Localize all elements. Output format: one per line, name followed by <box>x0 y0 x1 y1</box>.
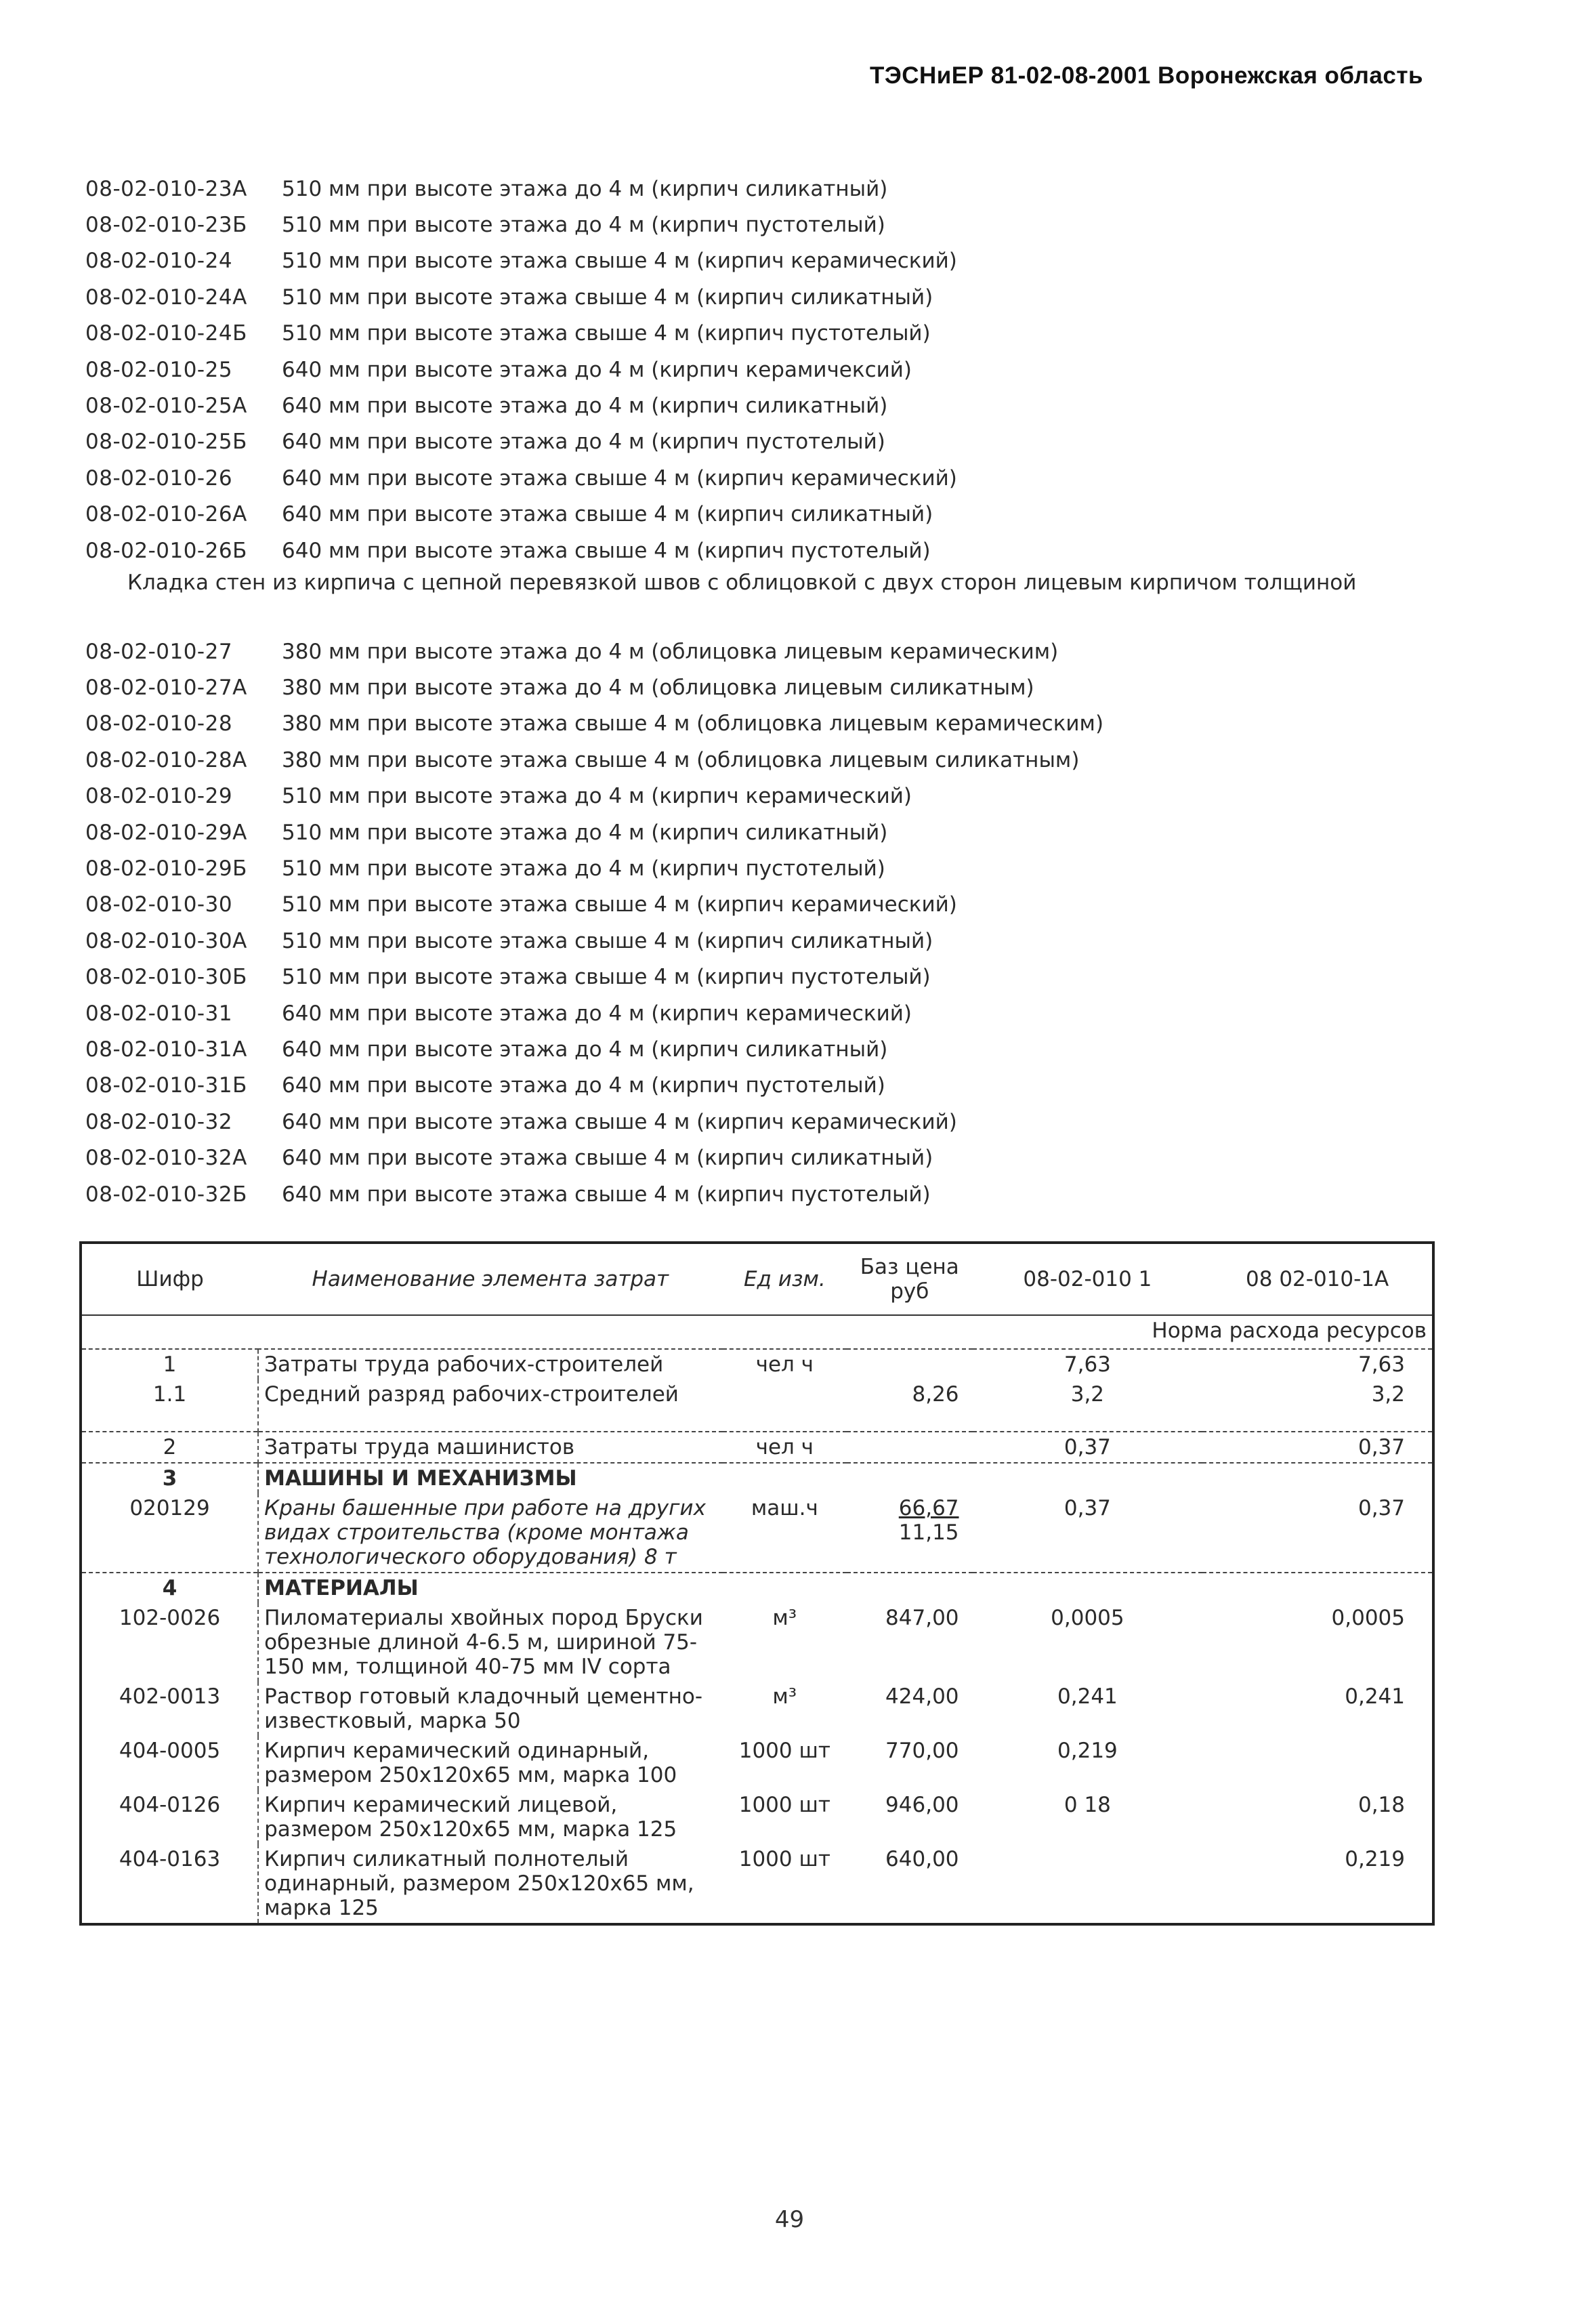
item-description: 640 мм при высоте этажа до 4 м (кирпич силикатный) <box>282 1037 888 1062</box>
row-code: 404-0005 <box>119 1739 221 1763</box>
row-value-a <box>973 1463 1203 1493</box>
item-description: 510 мм при высоте этажа до 4 м (кирпич керамический) <box>282 784 912 809</box>
item-description: 640 мм при высоте этажа до 4 м (кирпич пустотелый) <box>282 1073 885 1098</box>
section-title: МАШИНЫ И МЕХАНИЗМЫ <box>258 1463 722 1493</box>
table-header-row <box>81 1243 1433 1315</box>
code-list-item <box>85 460 1440 496</box>
header-col-a: 08-02-010 1 <box>973 1243 1203 1315</box>
norm-label: Норма расхода ресурсов <box>81 1315 1433 1349</box>
item-code: 08-02-010-23Б <box>85 213 247 238</box>
table-row <box>81 1736 1433 1790</box>
code-list-item <box>85 497 1440 533</box>
code-list-item <box>85 424 1440 460</box>
row-value-b <box>1202 1573 1433 1603</box>
code-list-item <box>85 995 1440 1031</box>
header-col-b: 08 02-010-1А <box>1202 1243 1433 1315</box>
header-price <box>847 1243 972 1315</box>
item-code: 08-02-010-29 <box>85 784 233 809</box>
item-code: 08-02-010-29Б <box>85 856 247 881</box>
item-description: 510 мм при высоте этажа до 4 м (кирпич силикатный) <box>282 176 888 201</box>
code-list-item <box>85 634 1440 669</box>
item-description: 380 мм при высоте этажа свыше 4 м (облицовка лицевым керамическим) <box>282 711 1104 736</box>
header-code: Шифр <box>81 1243 258 1315</box>
row-value-a: 0,37 <box>1064 1496 1111 1520</box>
row-name: Пиломатериалы хвойных пород Бруски обрезные длиной 4-6.5 м, шириной 75-150 мм, толщиной 40-75 мм IV сорта <box>258 1603 722 1682</box>
row-unit: чел ч <box>723 1432 847 1463</box>
code-list-item <box>85 887 1440 923</box>
code-list-item <box>85 1140 1440 1176</box>
row-price-a: 66,67 <box>898 1496 959 1520</box>
item-code: 08-02-010-30 <box>85 892 233 917</box>
table-row <box>81 1790 1433 1844</box>
item-description: 510 мм при высоте этажа до 4 м (кирпич пустотелый) <box>282 856 885 881</box>
row-code: 402-0013 <box>119 1684 221 1709</box>
table-row <box>81 1682 1433 1736</box>
code-list-item <box>85 388 1440 423</box>
row-unit: 1000 шт <box>738 1739 830 1763</box>
row-unit: маш.ч <box>751 1496 818 1520</box>
item-description: 510 мм при высоте этажа свыше 4 м (кирпич пустотелый) <box>282 321 931 346</box>
section-subheading: Кладка стен из кирпича с цепной перевязкой швов с облицовкой с двух сторон лицевым кирпичом толщиной <box>127 570 1357 595</box>
item-code: 08-02-010-26А <box>85 502 247 527</box>
item-description: 510 мм при высоте этажа свыше 4 м (кирпич силикатный) <box>282 285 933 310</box>
row-name: Кирпич керамический одинарный, размером 250х120х65 мм, марка 100 <box>258 1736 722 1790</box>
item-code: 08-02-010-29А <box>85 820 247 845</box>
row-price <box>847 1573 972 1603</box>
code-list-item <box>85 959 1440 995</box>
row-price <box>847 1432 972 1463</box>
row-value-a: 0 18 <box>1064 1793 1111 1817</box>
row-name: Кирпич силикатный полнотелый одинарный, размером 250х120х65 мм, марка 125 <box>258 1844 722 1924</box>
item-description: 640 мм при высоте этажа до 4 м (кирпич силикатный) <box>282 394 888 419</box>
item-description: 510 мм при высоте этажа до 4 м (кирпич силикатный) <box>282 820 888 845</box>
row-value-b: 0,37 <box>1357 1496 1405 1520</box>
row-value-b: 0,219 <box>1345 1847 1405 1871</box>
row-price <box>847 1349 972 1379</box>
item-code: 08-02-010-23А <box>85 176 247 201</box>
table-row <box>81 1844 1433 1924</box>
row-name: Краны башенные при работе на других видах строительства (кроме монтажа технологического оборудования) 8 т <box>258 1493 722 1573</box>
row-price: 424,00 <box>885 1684 959 1709</box>
row-value-a <box>973 1573 1203 1603</box>
item-description: 640 мм при высоте этажа свыше 4 м (кирпич керамический) <box>282 465 957 491</box>
item-code: 08-02-010-25 <box>85 357 233 382</box>
row-name: Кирпич керамический лицевой, размером 250х120х65 мм, марка 125 <box>258 1790 722 1844</box>
code-list-item <box>85 779 1440 814</box>
code-list-item <box>85 1176 1440 1212</box>
norm-label-row <box>81 1315 1433 1349</box>
item-description: 640 мм при высоте этажа до 4 м (кирпич керамичексий) <box>282 357 912 382</box>
code-list-item <box>85 923 1440 959</box>
code-list-item <box>85 243 1440 279</box>
item-description: 640 мм при высоте этажа до 4 м (кирпич пустотелый) <box>282 430 885 455</box>
code-list-item <box>85 533 1440 568</box>
row-price: 8,26 <box>912 1382 959 1407</box>
code-list-item <box>85 171 1440 207</box>
code-list-item <box>85 1104 1440 1140</box>
row-value-a: 7,63 <box>1064 1352 1111 1377</box>
item-code: 08-02-010-26Б <box>85 538 247 563</box>
row-value-b: 0,0005 <box>1331 1606 1405 1630</box>
item-description: 380 мм при высоте этажа свыше 4 м (облицовка лицевым силикатным) <box>282 747 1080 772</box>
row-value-a <box>973 1844 1203 1924</box>
resource-table-wrapper <box>79 1241 1435 1926</box>
table-row <box>81 1349 1433 1379</box>
row-price <box>847 1493 972 1573</box>
code-list-item <box>85 279 1440 315</box>
row-price <box>847 1463 972 1493</box>
row-unit <box>723 1379 847 1432</box>
document-header: ТЭСНиЕР 81-02-08-2001 Воронежская область <box>869 62 1423 89</box>
row-unit: м³ <box>772 1606 797 1630</box>
row-name: Затраты труда машинистов <box>258 1432 722 1463</box>
item-description: 510 мм при высоте этажа свыше 4 м (кирпич керамический) <box>282 892 957 917</box>
code-list-item <box>85 706 1440 742</box>
item-code: 08-02-010-24Б <box>85 321 247 346</box>
item-code: 08-02-010-31А <box>85 1037 247 1062</box>
header-price-line1: Баз цена <box>860 1255 959 1279</box>
code-list-item <box>85 814 1440 850</box>
page-number: 49 <box>774 2206 805 2233</box>
row-value-b <box>1202 1736 1433 1790</box>
row-price: 946,00 <box>885 1793 959 1817</box>
row-unit: 1000 шт <box>738 1847 830 1871</box>
code-list-item <box>85 669 1440 705</box>
row-value-a: 0,0005 <box>1051 1606 1124 1630</box>
item-description: 640 мм при высоте этажа свыше 4 м (кирпич пустотелый) <box>282 538 931 563</box>
item-code: 08-02-010-26 <box>85 465 233 491</box>
header-name: Наименование элемента затрат <box>258 1243 722 1315</box>
code-list-item <box>85 316 1440 352</box>
item-code: 08-02-010-27 <box>85 639 233 664</box>
row-value-a: 0,241 <box>1057 1684 1118 1709</box>
item-code: 08-02-010-30Б <box>85 965 247 990</box>
row-value-b: 0,37 <box>1202 1432 1433 1463</box>
code-list-item <box>85 1031 1440 1067</box>
item-code: 08-02-010-28 <box>85 711 233 736</box>
item-code: 08-02-010-28А <box>85 747 247 772</box>
item-description: 640 мм при высоте этажа свыше 4 м (кирпич силикатный) <box>282 1146 933 1171</box>
item-code: 08-02-010-32Б <box>85 1182 247 1207</box>
row-price-b: 11,15 <box>898 1520 959 1545</box>
code-list-item <box>85 207 1440 243</box>
item-code: 08-02-010-31 <box>85 1001 233 1026</box>
section-row <box>81 1573 1433 1603</box>
item-description: 510 мм при высоте этажа свыше 4 м (кирпич силикатный) <box>282 928 933 953</box>
row-price: 847,00 <box>885 1606 959 1630</box>
item-description: 640 мм при высоте этажа свыше 4 м (кирпич пустотелый) <box>282 1182 931 1207</box>
row-code: 404-0126 <box>119 1793 221 1817</box>
row-name: Раствор готовый кладочный цементно-известковый, марка 50 <box>258 1682 722 1736</box>
item-description: 510 мм при высоте этажа свыше 4 м (кирпич керамический) <box>282 249 957 274</box>
row-value-b: 7,63 <box>1357 1352 1405 1377</box>
table-row <box>81 1603 1433 1682</box>
row-name: Затраты труда рабочих-строителей <box>258 1349 722 1379</box>
row-value-b: 3,2 <box>1371 1382 1405 1407</box>
section-title: МАТЕРИАЛЫ <box>258 1573 722 1603</box>
header-price-line2: руб <box>890 1279 929 1304</box>
row-code: 020129 <box>129 1496 210 1520</box>
code-list-item <box>85 1068 1440 1104</box>
row-value-b <box>1202 1463 1433 1493</box>
code-list-item <box>85 850 1440 886</box>
code-list-b <box>85 634 1440 1212</box>
row-value-a: 3,2 <box>1070 1382 1105 1407</box>
row-value-b: 0,241 <box>1345 1684 1405 1709</box>
section-row <box>81 1463 1433 1493</box>
resource-table <box>79 1241 1435 1926</box>
code-list-a <box>85 171 1440 568</box>
table-row <box>81 1493 1433 1573</box>
row-code: 4 <box>81 1573 258 1603</box>
header-unit: Ед изм. <box>723 1243 847 1315</box>
item-description: 510 мм при высоте этажа до 4 м (кирпич пустотелый) <box>282 213 885 238</box>
code-list-item <box>85 742 1440 778</box>
item-description: 380 мм при высоте этажа до 4 м (облицовка лицевым силикатным) <box>282 676 1034 701</box>
item-code: 08-02-010-24 <box>85 249 233 274</box>
item-code: 08-02-010-30А <box>85 928 247 953</box>
row-price: 770,00 <box>885 1739 959 1763</box>
row-unit <box>723 1463 847 1493</box>
item-description: 640 мм при высоте этажа до 4 м (кирпич керамический) <box>282 1001 912 1026</box>
row-code: 404-0163 <box>119 1847 221 1871</box>
item-code: 08-02-010-24А <box>85 285 247 310</box>
item-code: 08-02-010-32А <box>85 1146 247 1171</box>
table-row <box>81 1379 1433 1432</box>
table-row <box>81 1432 1433 1463</box>
row-unit: 1000 шт <box>738 1793 830 1817</box>
row-code: 1.1 <box>152 1382 187 1407</box>
row-unit <box>723 1573 847 1603</box>
item-code: 08-02-010-32 <box>85 1109 233 1134</box>
row-unit: м³ <box>772 1684 797 1709</box>
item-description: 510 мм при высоте этажа свыше 4 м (кирпич пустотелый) <box>282 965 931 990</box>
item-description: 640 мм при высоте этажа свыше 4 м (кирпич керамический) <box>282 1109 957 1134</box>
row-value-b: 0,18 <box>1357 1793 1405 1817</box>
row-value-a: 0,219 <box>1057 1739 1118 1763</box>
row-unit: чел ч <box>755 1352 814 1377</box>
item-code: 08-02-010-25Б <box>85 430 247 455</box>
row-value-a: 0,37 <box>973 1432 1203 1463</box>
item-description: 640 мм при высоте этажа свыше 4 м (кирпич силикатный) <box>282 502 933 527</box>
code-list-item <box>85 352 1440 388</box>
item-description: 380 мм при высоте этажа до 4 м (облицовка лицевым керамическим) <box>282 639 1059 664</box>
row-code: 102-0026 <box>119 1606 221 1630</box>
row-price: 640,00 <box>885 1847 959 1871</box>
item-code: 08-02-010-31Б <box>85 1073 247 1098</box>
item-code: 08-02-010-25А <box>85 394 247 419</box>
item-code: 08-02-010-27А <box>85 676 247 701</box>
row-code: 1 <box>163 1352 177 1377</box>
row-name: Средний разряд рабочих-строителей <box>258 1379 722 1432</box>
row-code: 2 <box>81 1432 258 1463</box>
row-code: 3 <box>81 1463 258 1493</box>
